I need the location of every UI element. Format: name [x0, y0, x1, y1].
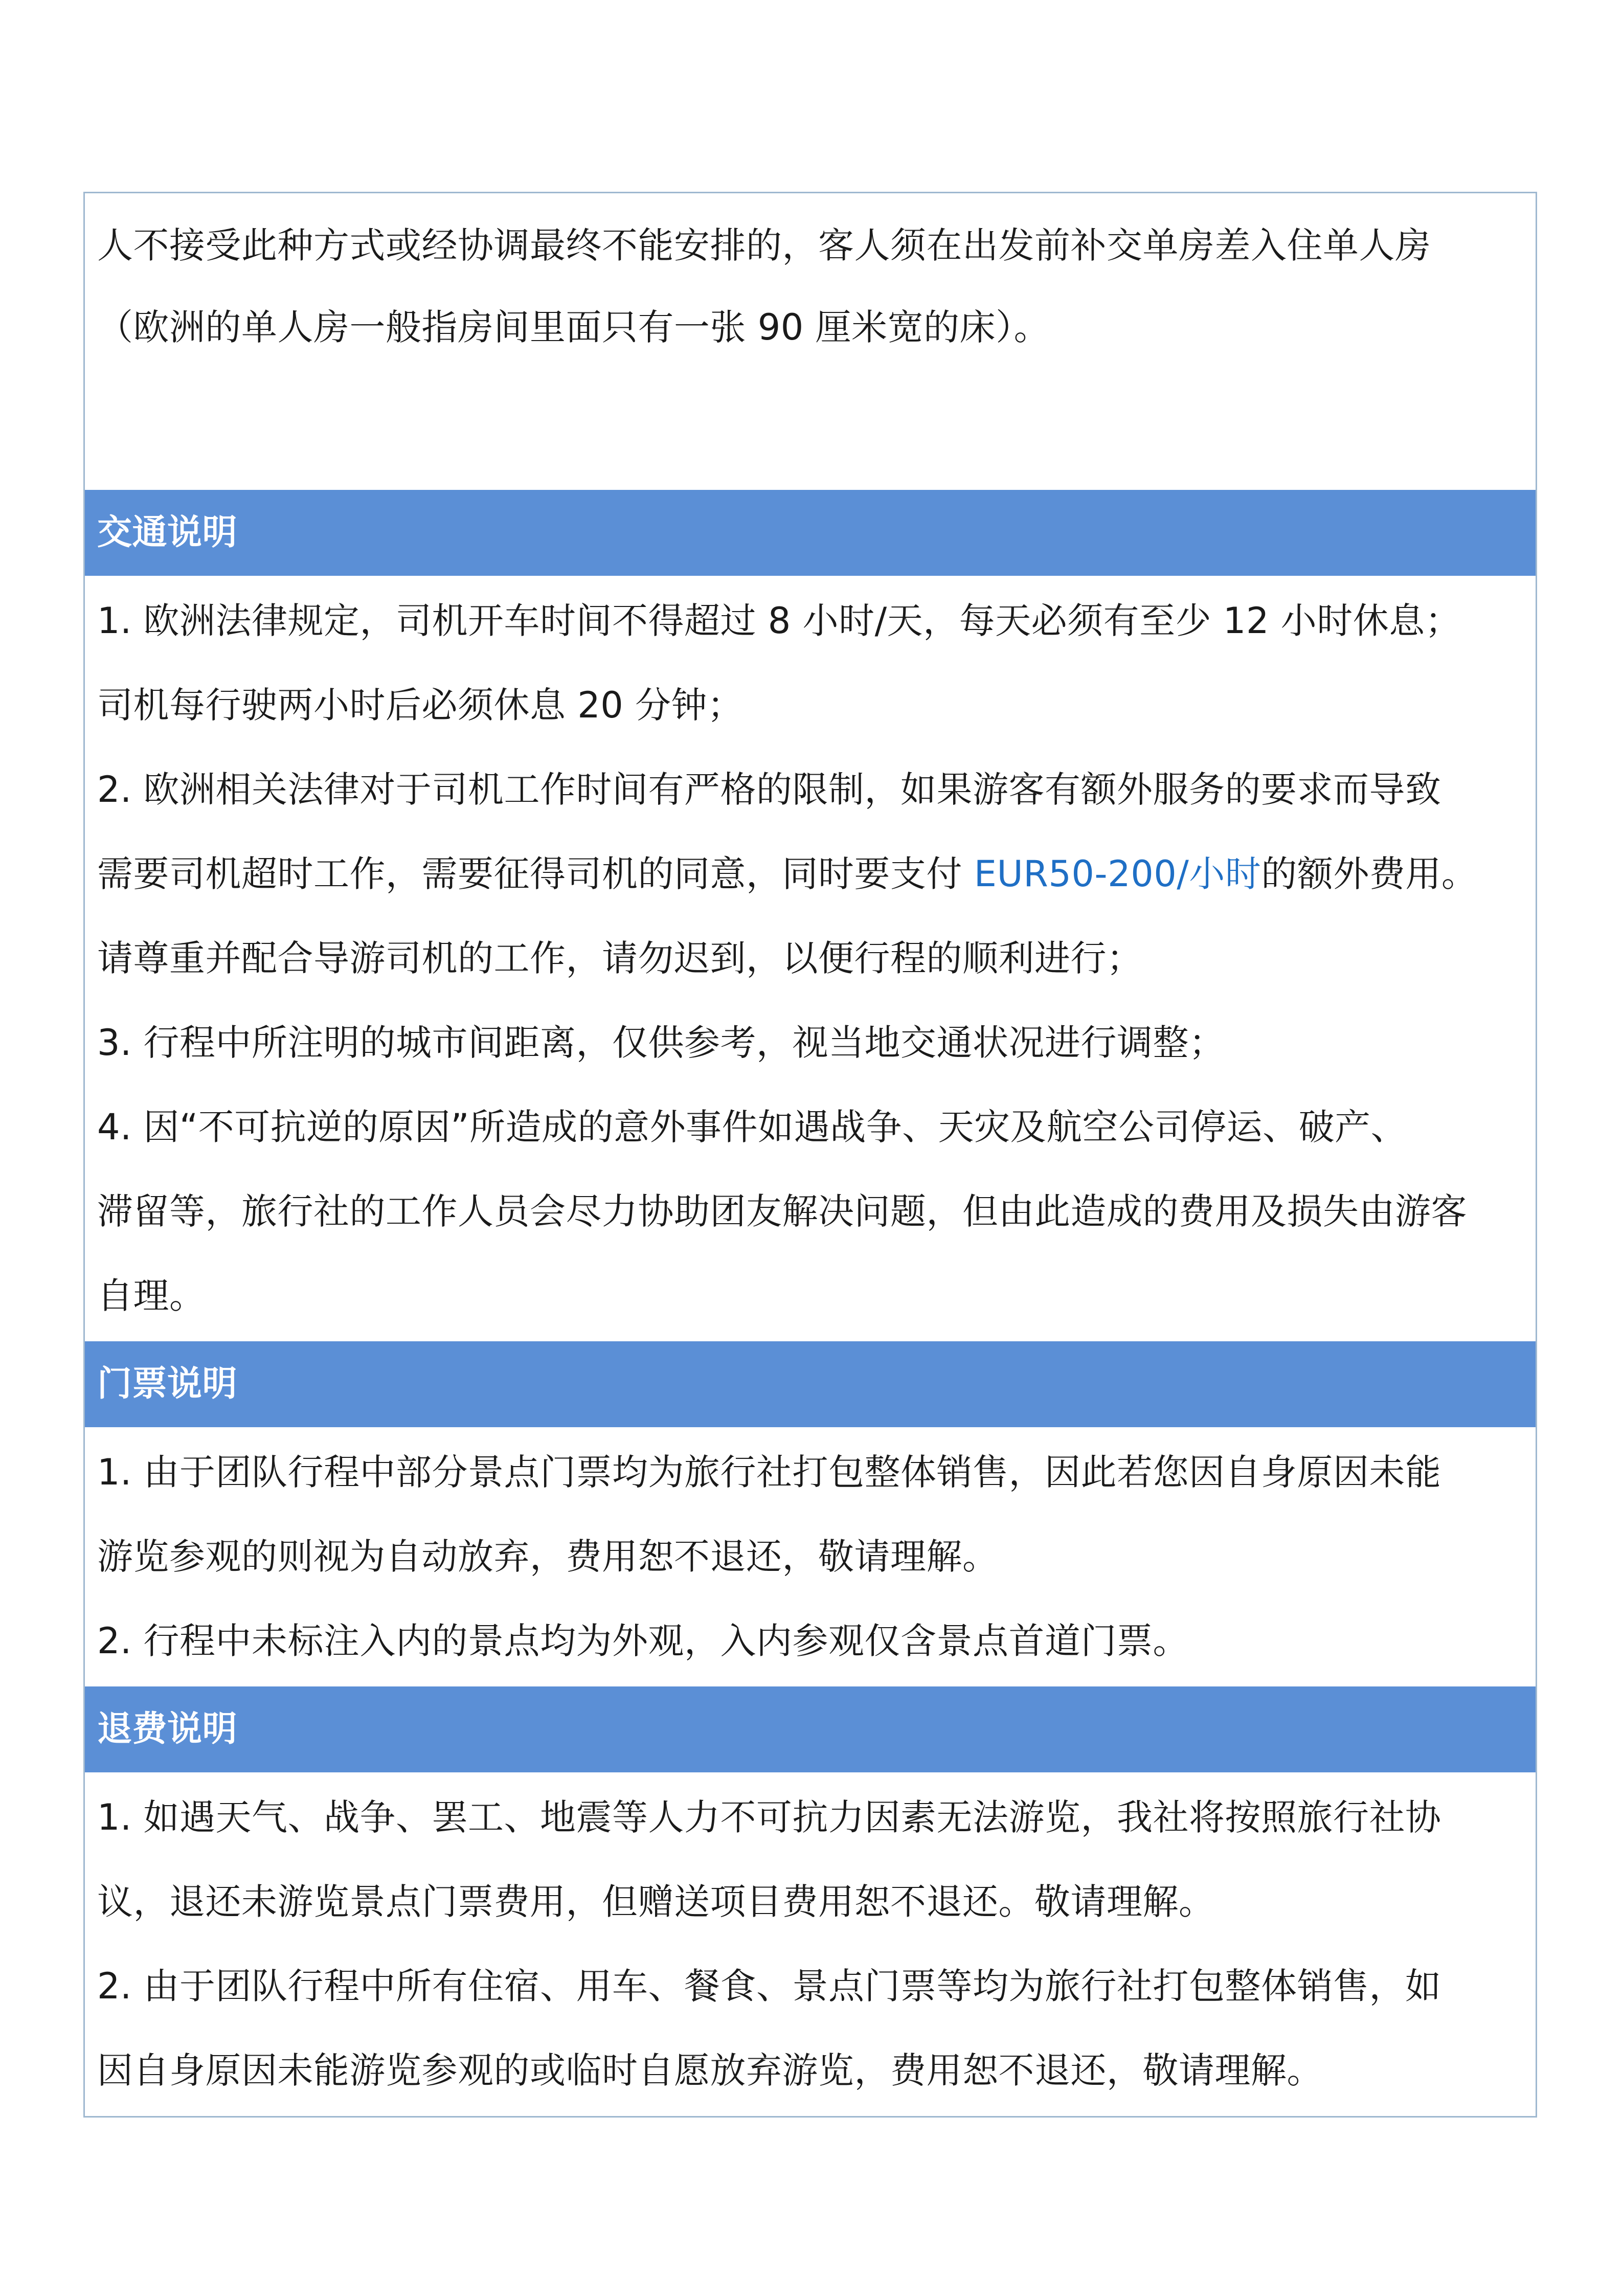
text-line: 1. 欧洲法律规定，司机开车时间不得超过 8 小时/天，每天必须有至少 12 小时休息；: [97, 600, 1461, 642]
text-line: 自理。: [97, 1275, 206, 1317]
text-line: 1. 如遇天气、战争、罢工、地震等人力不可抗力因素无法游览，我社将按照旅行社协: [97, 1796, 1441, 1838]
section-header-transport: 交通说明: [85, 490, 1536, 576]
transport-section: [85, 576, 1536, 1341]
tickets-section: [85, 1427, 1536, 1686]
refund-section: [85, 1772, 1536, 2116]
text-line: 司机每行驶两小时后必须休息 20 分钟；: [97, 684, 743, 726]
text-line: 因自身原因未能游览参观的或临时自愿放弃游览，费用恕不退还，敬请理解。: [97, 2050, 1323, 2091]
text-line: 4. 因“不可抗逆的原因”所造成的意外事件如遇战争、天灾及航空公司停运、破产、: [97, 1106, 1407, 1148]
text-line: 1. 由于团队行程中部分景点门票均为旅行社打包整体销售，因此若您因自身原因未能: [97, 1451, 1441, 1493]
text-line: （欧洲的单人房一般指房间里面只有一张 90 厘米宽的床）。: [97, 306, 1050, 348]
text-line: 滞留等，旅行社的工作人员会尽力协助团友解决问题，但由此造成的费用及损失由游客: [97, 1190, 1467, 1232]
text-fragment: 需要司机超时工作，需要征得司机的同意，同时要支付: [97, 853, 974, 895]
text-line: 议，退还未游览景点门票费用，但赠送项目费用恕不退还。敬请理解。: [97, 1881, 1215, 1923]
text-line: 2. 欧洲相关法律对于司机工作时间有严格的限制，如果游客有额外服务的要求而导致: [97, 769, 1441, 811]
info-table: [83, 192, 1537, 2118]
text-line: 人不接受此种方式或经协调最终不能安排的，客人须在出发前补交单房差入住单人房: [97, 224, 1431, 266]
text-line: 请尊重并配合导游司机的工作，请勿迟到，以便行程的顺利进行；: [97, 937, 1143, 979]
section-header-tickets: 门票说明: [85, 1341, 1536, 1427]
intro-section: [85, 193, 1536, 490]
text-line: 3. 行程中所注明的城市间距离，仅供参考，视当地交通状况进行调整；: [97, 1022, 1225, 1064]
text-line: [97, 832, 1523, 916]
text-line: 游览参观的则视为自动放弃，费用恕不退还，敬请理解。: [97, 1536, 999, 1578]
section-header-refund: 退费说明: [85, 1686, 1536, 1772]
fee-link[interactable]: EUR50-200/小时: [974, 853, 1261, 895]
text-fragment: 的额外费用。: [1261, 853, 1478, 895]
text-line: 2. 行程中未标注入内的景点均为外观，入内参观仅含景点首道门票。: [97, 1620, 1189, 1662]
text-line: 2. 由于团队行程中所有住宿、用车、餐食、景点门票等均为旅行社打包整体销售，如: [97, 1965, 1441, 2007]
